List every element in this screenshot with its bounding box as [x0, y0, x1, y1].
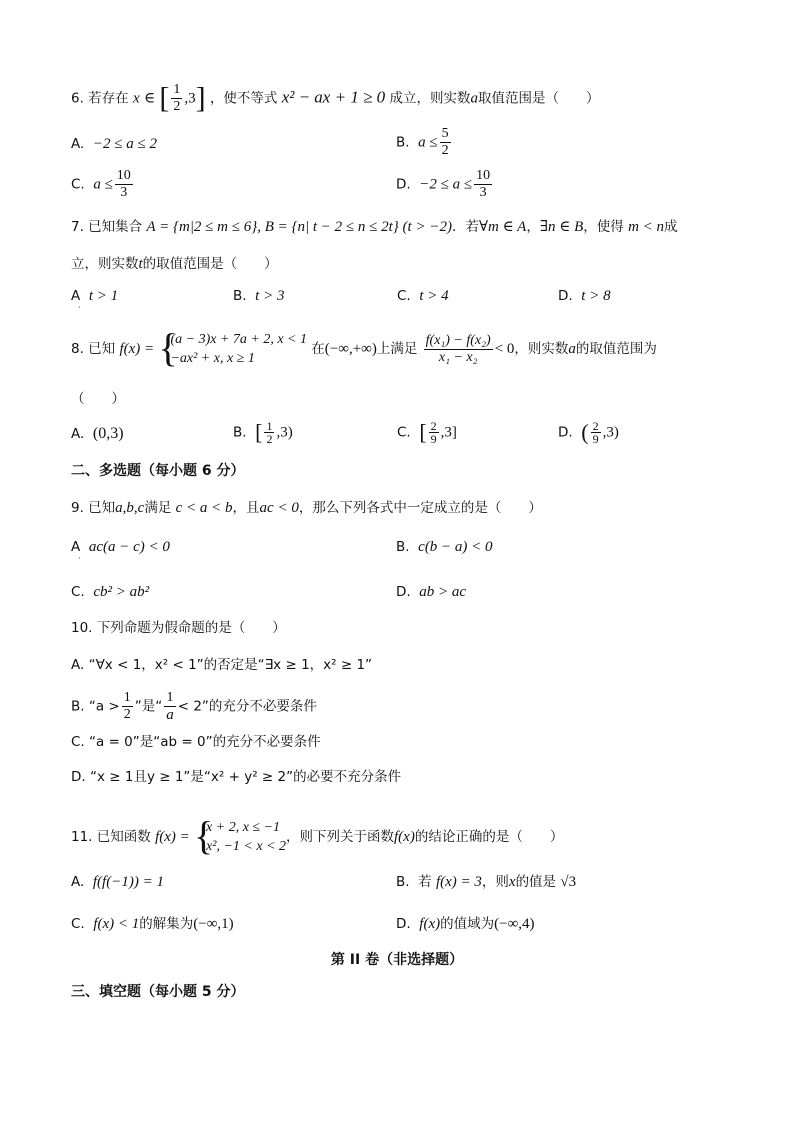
q11-piecewise: { x + 2, x ≤ −1 x², −1 < x < 2	[194, 813, 287, 858]
q8-stem-end: ，则实数	[514, 341, 569, 357]
q8-condition: < 0	[494, 341, 515, 357]
q10-option-c: C. “a = 0”是“ab = 0”的充分不必要条件	[71, 734, 321, 750]
q8-option-c-close: ,3]	[440, 424, 457, 441]
q7-stem-pre: 7. 已知集合	[71, 219, 143, 235]
q6-option-d-fraction: $\frac{10}{3}$	[476, 168, 491, 200]
q11-option-c-fx: f(x) < 1	[93, 916, 140, 932]
q11-option-d	[396, 914, 535, 934]
q8-option-d-fraction: $\frac{2}{9}$	[592, 419, 599, 446]
q9-option-d	[396, 582, 466, 602]
q9-option-b-label: B.	[396, 539, 410, 555]
q6-stem-pre: 6. 若存在	[71, 90, 129, 107]
q11-option-d-value: (−∞,4)	[494, 916, 535, 932]
q7-option-c-label: C.	[397, 288, 411, 304]
q9-option-c-label: C.	[71, 584, 85, 600]
q11-stem	[71, 813, 564, 858]
mark-dot: ·	[78, 554, 81, 563]
q11-stem-end: 的结论正确的是（ ）	[414, 829, 564, 845]
q7-option-d-text: t > 8	[581, 288, 611, 304]
q9-stem-mid2: ，且	[232, 500, 260, 516]
q8-option-b-close: ,3)	[276, 424, 293, 441]
q8-var-a: a	[568, 341, 576, 357]
q6-set-in: ∈	[143, 90, 156, 107]
q7-sets: A = {m|2 ≤ m ≤ 6}, B = {n| t − 2 ≤ n ≤ 2t} (t > −2)	[146, 219, 452, 235]
q7-stem-mid: ．若	[451, 219, 479, 235]
q8-option-c-fraction: $\frac{2}{9}$	[430, 419, 437, 446]
q10-option-b	[71, 690, 317, 723]
q8-option-b-label: B.	[233, 424, 247, 441]
q11-option-d-fx: f(x)	[419, 916, 441, 932]
q10-option-b-end: < 2”的充分不必要条件	[177, 698, 317, 715]
q6-option-c	[71, 168, 135, 201]
q6-bracket-close: ]	[195, 81, 206, 115]
q7-stem	[71, 217, 678, 237]
q7-stem-line2	[71, 254, 278, 274]
q7-stem-mid2: ，使得	[583, 219, 624, 235]
q9-option-a-label: A	[71, 539, 81, 555]
q11-option-b-pre: 若	[418, 874, 432, 890]
q7-option-b-text: t > 3	[255, 288, 285, 304]
q8-option-c-open: [	[419, 419, 427, 445]
q10-stem: 10. 下列命题为假命题的是（ ）	[71, 620, 286, 636]
q11-option-b-value: √3	[560, 874, 577, 890]
q6-stem-post: 成立，则实数	[389, 90, 471, 107]
q6-stem	[71, 82, 599, 115]
q8-stem-mid: 在	[311, 341, 325, 357]
q11-case2: x², −1 < x < 2	[206, 839, 287, 854]
q11-option-b-label: B.	[396, 874, 410, 890]
q11-option-a	[71, 872, 164, 892]
q9-stem-mid: 满足	[144, 500, 172, 516]
q7-forall: ∀m ∈ A	[478, 219, 527, 235]
q7-option-c-text: t > 4	[419, 288, 449, 304]
q9-option-d-label: D.	[396, 584, 411, 600]
q6-option-d-text: −2 ≤ a ≤	[419, 176, 473, 193]
q6-inequality: x² − ax + 1 ≥ 0	[281, 87, 386, 107]
q8-case2: −ax² + x, x ≥ 1	[170, 351, 255, 366]
q9-relation2: ac < 0	[259, 500, 299, 516]
q7-line2-pre: 立，则实数	[71, 256, 139, 272]
q9-option-d-text: ab > ac	[419, 584, 467, 600]
q11-case1: x + 2, x ≤ −1	[206, 820, 281, 835]
q9-stem	[71, 498, 542, 518]
q10-option-b-mid: ”是“	[134, 698, 163, 715]
q7-option-a-label: A	[71, 288, 81, 304]
q6-option-a-text: −2 ≤ a ≤ 2	[92, 136, 157, 152]
q6-var-a: a	[470, 90, 478, 107]
q11-option-d-mid: 的值域为	[440, 916, 495, 932]
q6-option-a-label: A.	[71, 136, 85, 152]
q9-option-b	[396, 537, 493, 557]
q9-stem-pre: 9. 已知	[71, 500, 116, 516]
q8-stem-line2: （ ）	[71, 391, 125, 407]
q10-option-b-pre: B. “a >	[71, 698, 120, 715]
q6-option-c-label: C.	[71, 176, 85, 193]
q11-option-c-mid: 的解集为	[139, 916, 194, 932]
q7-option-d	[558, 286, 611, 306]
q9-vars: a,b,c	[115, 500, 145, 516]
q7-comma: ，	[526, 219, 540, 235]
q7-option-b	[233, 286, 284, 306]
q7-option-b-label: B.	[233, 288, 247, 304]
section-2-heading: 二、多选题（每小题 6 分）	[71, 463, 245, 479]
q11-option-a-text: f(f(−1)) = 1	[92, 874, 164, 890]
q6-var-x: x	[132, 90, 140, 107]
q8-condition-fraction: $\frac{\text{f(x₁) − f(x₂)}}{\text{x₁ − x₂}}$	[425, 332, 491, 365]
q9-relation: c < a < b	[175, 500, 233, 516]
q6-fraction: $\frac{1}{2}$	[173, 82, 181, 114]
q8-option-b-fraction: $\frac{1}{2}$	[266, 419, 273, 446]
q7-option-c	[397, 286, 449, 306]
q11-option-b	[396, 872, 576, 892]
q8-stem-end2: 的取值范围为	[575, 341, 657, 357]
q11-option-c-value: (−∞,1)	[193, 916, 234, 932]
q7-option-d-label: D.	[558, 288, 573, 304]
q8-option-a-text: (0,3)	[92, 425, 124, 442]
q6-option-c-fraction: $\frac{10}{3}$	[116, 168, 131, 200]
q8-stem	[71, 325, 657, 370]
q11-option-b-end: 的值是	[515, 874, 557, 890]
q6-option-b-fraction: $\frac{5}{2}$	[441, 126, 449, 158]
q11-option-b-mid: ，则	[481, 874, 509, 890]
q8-option-c	[397, 420, 457, 445]
part-2-heading: 第 II 卷（非选择题）	[330, 952, 464, 968]
q8-stem-mid2: 上满足	[376, 341, 418, 357]
q11-option-b-eq: f(x) = 3	[435, 874, 482, 890]
mark-dot: ·	[78, 303, 81, 312]
q11-option-c	[71, 914, 234, 934]
q6-option-c-text: a ≤	[93, 176, 113, 193]
q10-option-b-fraction1: $\frac{1}{2}$	[123, 690, 131, 722]
q7-stem-end: 成	[664, 219, 678, 235]
q11-option-c-label: C.	[71, 916, 85, 932]
q8-option-b-open: [	[255, 419, 263, 445]
q11-option-b-var: x	[508, 874, 516, 890]
q9-option-c	[71, 582, 149, 602]
q6-bracket-open: [	[159, 81, 170, 115]
q8-option-b	[233, 420, 293, 445]
q8-case1: (a − 3)x + 7a + 2, x < 1	[170, 332, 307, 347]
q10-option-b-fraction2: $\frac{1}{a}$	[166, 690, 174, 723]
q11-stem-mid: ，则下列关于函数	[286, 829, 395, 845]
q9-stem-end: ，那么下列各式中一定成立的是（ ）	[298, 500, 542, 516]
q6-option-b-text: a ≤	[418, 134, 438, 151]
q6-interval-end: ,3	[184, 90, 196, 107]
q6-option-b	[396, 126, 453, 159]
q8-option-a	[71, 424, 124, 444]
q8-option-a-label: A.	[71, 426, 85, 442]
q9-option-b-text: c(b − a) < 0	[418, 539, 493, 555]
q8-option-d-close: ,3)	[602, 424, 619, 441]
q6-option-d	[396, 168, 494, 201]
q9-option-c-text: cb² > ab²	[93, 584, 150, 600]
q6-option-b-label: B.	[396, 134, 410, 151]
q9-option-a	[71, 537, 170, 557]
q6-stem-end: 取值范围是（ ）	[477, 90, 600, 107]
q8-option-d-open: (	[581, 419, 589, 445]
q6-option-a	[71, 134, 157, 154]
q8-option-d-label: D.	[558, 424, 573, 441]
q8-f-def: f(x) =	[119, 341, 155, 357]
q8-stem-pre: 8. 已知	[71, 341, 116, 357]
q7-line2-end: 的取值范围是（ ）	[142, 256, 278, 272]
q7-relation: m < n	[628, 219, 665, 235]
q8-option-c-label: C.	[397, 424, 411, 441]
q11-fx: f(x)	[394, 829, 415, 845]
q8-option-d	[558, 420, 619, 445]
q10-option-a: A. “∀x < 1，x² < 1”的否定是“∃x ≥ 1，x² ≥ 1”	[71, 657, 373, 673]
q11-option-d-label: D.	[396, 916, 411, 932]
q11-option-a-label: A.	[71, 874, 85, 890]
q7-option-a-text: t > 1	[88, 288, 119, 304]
q6-stem-mid: ，使不等式	[209, 90, 278, 107]
q11-stem-pre: 11. 已知函数	[71, 829, 151, 845]
q11-f-def: f(x) =	[155, 829, 190, 845]
q7-exists: ∃n ∈ B	[539, 219, 584, 235]
q7-var-t: t	[138, 256, 143, 272]
q8-piecewise: { (a − 3)x + 7a + 2, x < 1 −ax² + x, x ≥ 1	[158, 325, 307, 370]
section-3-heading: 三、填空题（每小题 5 分）	[71, 984, 245, 1000]
q9-option-a-text: ac(a − c) < 0	[88, 539, 170, 555]
q6-option-d-label: D.	[396, 176, 411, 193]
q8-domain: (−∞,+∞)	[324, 341, 377, 357]
q10-option-d: D. “x ≥ 1且y ≥ 1”是“x² + y² ≥ 2”的必要不充分条件	[71, 769, 402, 785]
